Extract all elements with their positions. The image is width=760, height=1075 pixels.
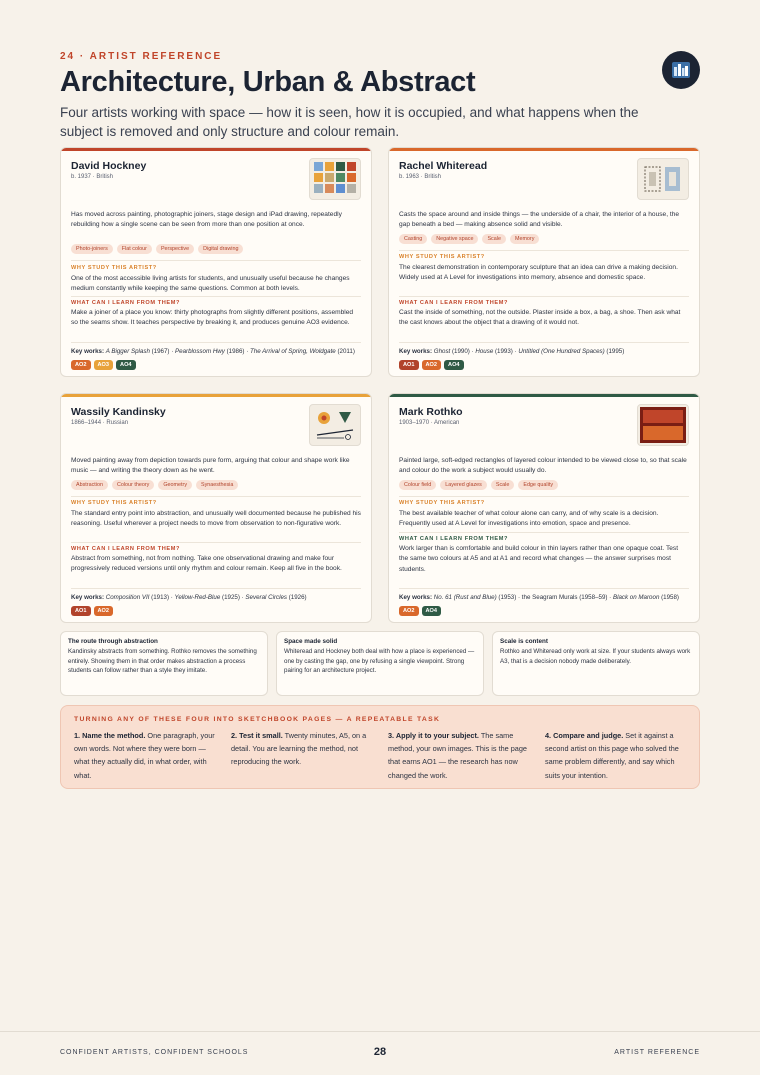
tag: Scale: [491, 480, 515, 490]
note-title: Space made solid: [284, 638, 338, 645]
page-title: Architecture, Urban & Abstract: [60, 66, 476, 98]
note-body: Whiteread and Hockney both deal with how a place is experienced — one by casting the gap, one by refusing a single viewpoint. Strong pairing for an architecture project.: [284, 648, 475, 675]
learn-label: WHAT CAN I LEARN FROM THEM?: [71, 546, 181, 552]
assessment-objectives: [71, 360, 136, 370]
artist-intro: Moved painting away from depiction towards pure form, arguing that colour and shape work like music — and writing the theory down as he went.: [71, 457, 350, 475]
tag: Edge quality: [518, 480, 558, 490]
assessment-objectives: [399, 606, 441, 616]
ao-badge: AO4: [422, 606, 442, 616]
learn-label: WHAT CAN I LEARN FROM THEM?: [399, 536, 509, 542]
ao-badge: AO2: [94, 606, 114, 616]
note-scale-content: [492, 631, 700, 696]
artist-intro: Painted large, soft-edged rectangles of layered colour intended to be viewed close to, so that scale and colour do the work a subject would usually do.: [399, 457, 687, 475]
artist-intro: Has moved across painting, photographic joiners, stage design and iPad drawing, repeatedly rebuilding how a single scene can be seen from more than one position at once.: [71, 211, 342, 229]
why-text: One of the most accessible living artists for students, and unusually useful because he changes medium constantly while keeping the same questions. Common at both levels.: [71, 275, 350, 293]
note-title: The route through abstraction: [68, 638, 158, 645]
artist-intro: Casts the space around and inside things — the underside of a chair, the interior of a house, the gap beneath a bed — making absence solid and visible.: [399, 211, 680, 229]
task-heading: TURNING ANY OF THESE FOUR INTO SKETCHBOOK PAGES — A REPEATABLE TASK: [74, 716, 441, 723]
tag: Digital drawing: [198, 244, 243, 254]
ao-badge: AO4: [444, 360, 464, 370]
tag: Geometry: [158, 480, 192, 490]
key-works: Key works: Ghost (1990) · House (1993) · Untitled (One Hundred Spaces) (1995): [399, 348, 625, 355]
tag: Flat colour: [117, 244, 152, 254]
artist-card-rothko: [388, 393, 700, 623]
artist-meta: 1866–1944 · Russian: [71, 420, 129, 426]
repeatable-task-panel: [60, 705, 700, 789]
task-step: 1. Name the method. One paragraph, your own words. Not where they were born — what they actually did, in what order, with what.: [74, 731, 215, 780]
why-text: The best available teacher of what colour alone can carry, and of why scale is a decision. Frequently used at A Level for investigations into emotion, space and presence.: [399, 510, 659, 528]
learn-text: Make a joiner of a place you know: thirty photographs from slightly different positions, assembled so the seams show. It teaches perspective by breaking it, and produces genuine AO3 evidence.: [71, 309, 354, 327]
tag: Scale: [482, 234, 506, 244]
ao-badge: AO2: [399, 606, 419, 616]
ao-badge: AO2: [422, 360, 442, 370]
tag-list: [71, 480, 238, 490]
learn-text: Abstract from something, not from nothing. Take one observational drawing and make four progressively reduced versions until only rhythm and colour remain. Keep all five in the book.: [71, 555, 342, 573]
page-number: 28: [373, 1046, 387, 1058]
artist-card-kandinsky: [60, 393, 372, 623]
note-body: Kandinsky abstracts from something. Rothko removes the something entirely. Showing them in that order makes abstraction a process students can follow rather than a style they imitate.: [68, 648, 257, 675]
tag: Colour theory: [112, 480, 154, 490]
note-body: Rothko and Whiteread only work at size. If your students always work A3, that is a decision nobody made deliberately.: [500, 648, 691, 665]
assessment-objectives: [71, 606, 113, 616]
footer-divider: [0, 1031, 760, 1032]
learn-label: WHAT CAN I LEARN FROM THEM?: [399, 300, 509, 306]
rothko-thumbnail: [637, 404, 689, 446]
tag: Perspective: [156, 244, 194, 254]
hockney-thumbnail: [309, 158, 361, 200]
ao-badge: AO1: [71, 606, 91, 616]
ao-badge: AO4: [116, 360, 136, 370]
artist-meta: b. 1963 · British: [399, 174, 442, 180]
tag: Negative space: [431, 234, 478, 244]
tag: Casting: [399, 234, 427, 244]
artist-name: Wassily Kandinsky: [71, 406, 166, 418]
page-subtitle: Four artists working with space — how it is seen, how it is occupied, and what happens when the subject is removed and only structure and colour remain.: [60, 105, 639, 139]
ao-badge: AO2: [71, 360, 91, 370]
artist-name: Rachel Whiteread: [399, 160, 488, 172]
learn-label: WHAT CAN I LEARN FROM THEM?: [71, 300, 181, 306]
artist-name: Mark Rothko: [399, 406, 463, 418]
learn-text: Cast the inside of something, not the outside. Plaster inside a box, a bag, a shoe. Then ask what the cast knows about the object that a drawing of it would not.: [399, 309, 681, 327]
tag-list: [399, 480, 558, 490]
note-route-abstraction: [60, 631, 268, 696]
note-space-solid: [276, 631, 484, 696]
why-label: WHY STUDY THIS ARTIST?: [399, 500, 485, 506]
tag: Abstraction: [71, 480, 108, 490]
task-step: 4. Compare and judge. Set it against a second artist on this page who solved the same problem differently, and say which suits your intention.: [545, 731, 679, 780]
artist-card-whiteread: [388, 147, 700, 377]
task-step: 3. Apply it to your subject. The same method, your own images. This is the page that earns AO1 — the research has now changed the work.: [388, 731, 527, 780]
tag-list: [71, 244, 243, 254]
ao-badge: AO1: [399, 360, 419, 370]
section-kicker: 24 · ARTIST REFERENCE: [60, 51, 223, 62]
why-text: The clearest demonstration in contemporary sculpture that an idea can drive a making decision. Widely used at A Level for investigations into memory, absence and domestic space.: [399, 264, 678, 282]
artist-name: David Hockney: [71, 160, 147, 172]
whiteread-thumbnail: [637, 158, 689, 200]
artist-meta: b. 1937 · British: [71, 174, 114, 180]
key-works: Key works: Composition VII (1913) · Yellow-Red-Blue (1925) · Several Circles (1926): [71, 594, 307, 601]
tag: Colour field: [399, 480, 436, 490]
task-step: 2. Test it small. Twenty minutes, A5, on a detail. You are learning the method, not reproducing the work.: [231, 731, 367, 767]
tag: Photo-joiners: [71, 244, 113, 254]
learn-text: Work larger than is comfortable and build colour in thin layers rather than one opaque coat. Test the same two colours at A5 and at A1 and record what changes — the answer surprises most students.: [399, 545, 679, 573]
ao-badge: AO3: [94, 360, 114, 370]
tag: Memory: [510, 234, 539, 244]
assessment-objectives: [399, 360, 464, 370]
why-label: WHY STUDY THIS ARTIST?: [71, 500, 157, 506]
tag: Layered glazes: [440, 480, 487, 490]
city-skyline-icon: [662, 51, 700, 89]
footer-right: ARTIST REFERENCE: [614, 1049, 700, 1056]
tag: Synaesthesia: [196, 480, 238, 490]
artist-meta: 1903–1970 · American: [399, 420, 460, 426]
key-works: Key works: A Bigger Splash (1967) · Pearblossom Hwy (1986) · The Arrival of Spring, Woldgate (2011): [71, 348, 355, 355]
why-label: WHY STUDY THIS ARTIST?: [399, 254, 485, 260]
footer-left: CONFIDENT ARTISTS, CONFIDENT SCHOOLS: [60, 1049, 249, 1056]
key-works: Key works: No. 61 (Rust and Blue) (1953) · the Seagram Murals (1958–59) · Black on Maroon (1958): [399, 594, 679, 601]
note-title: Scale is content: [500, 638, 548, 645]
kandinsky-thumbnail: [309, 404, 361, 446]
why-label: WHY STUDY THIS ARTIST?: [71, 265, 157, 271]
why-text: The standard entry point into abstraction, and unusually well documented because he published his reasoning. Useful wherever a project needs to move from observation to non-figurative work.: [71, 510, 361, 528]
tag-list: [399, 234, 539, 244]
artist-card-hockney: [60, 147, 372, 377]
